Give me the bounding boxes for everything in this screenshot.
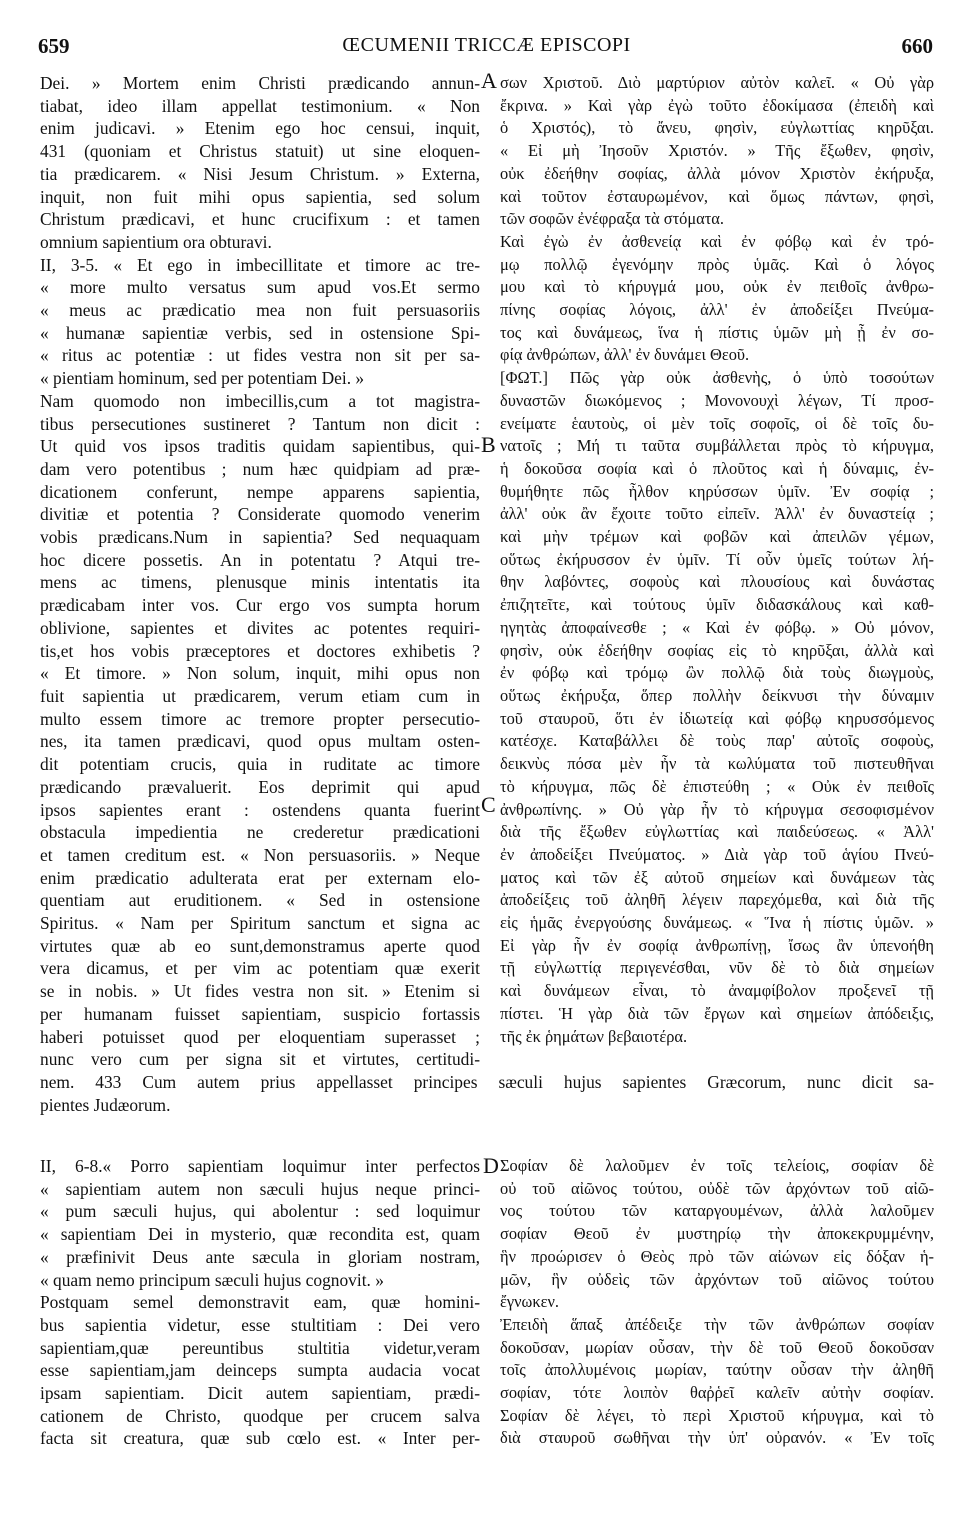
page-number-left: 659 — [38, 34, 70, 58]
text-line: φησὶν, οὐκ ἐδεήθην σοφίας εἰς τὸ κηρῦξαι, ἀλλὰ καὶ — [500, 640, 934, 660]
greek-column-top — [500, 72, 934, 1048]
text-line: μου καὶ τὸ κήρυγμά μου, οὐκ ἐν πειθοῖς ἀνθρω- — [500, 277, 934, 297]
text-line: virtutes quæ ab eo sunt,demonstramus aperte quod — [40, 935, 480, 956]
text-line: Σοφίαν δὲ λέγει, τὸ περὶ Χριστοῦ κήρυγμα, καὶ τὸ — [500, 1405, 934, 1425]
text-line: tibus persecutiones sustineret ? Tantum non dicit : — [40, 413, 480, 434]
text-line: per humanam fuisset sapientiam, suspicio fortassis — [40, 1003, 480, 1024]
text-line: « sapientiam Dei in mysterio, quæ recondita est, quam — [40, 1224, 480, 1245]
text-line: σοφίαν, τότε λοιπὸν θαῤῥεῖ καλεῖν αὐτὴν σοφίαν. — [500, 1383, 934, 1403]
text-line: II, 3-5. « Et ego in imbecillitate et timore ac tre- — [40, 254, 480, 275]
text-line: « humanæ sapientiæ verbis, sed in ostensione Spi- — [40, 322, 480, 343]
text-line: Postquam semel demonstravit eam, quæ homini- — [40, 1292, 480, 1313]
text-line: κατέσχε. Καταβάλλει δὲ τοὺς παρ' αὐτοῖς σοφοὺς, — [500, 731, 934, 751]
text-line: vera dicamus, et per vim ac potentiam quæ exerit — [40, 958, 480, 979]
text-line: Εἰ γὰρ ἦν ἐν σοφίᾳ ἀνθρωπίνῃ, ἴσως ἂν ὑπενοήθη — [500, 935, 934, 955]
page-header — [0, 34, 973, 64]
text-line: διὰ σταυροῦ σωθῆναι τὴν ὑπ' οὐρανόν. « Ἐν τοῖς — [500, 1428, 934, 1448]
text-line: ὁ Χριστός), τὸ ἄνευ, φησὶν, εὐγλωττίας κηρῦξαι. — [500, 118, 934, 138]
text-line: dam vero potentibus ; num hæc quidpiam ad præ- — [40, 458, 480, 479]
text-line: multo essem timore ac tremore propter persecutio- — [40, 708, 480, 729]
text-line: δυναστῶν διωκόμενος ; Μονονουχὶ λέγων, Τί προσ- — [500, 390, 934, 410]
text-line: ἔκρινα. » Καὶ γὰρ ἐγὼ τοῦτο ἐδοκίμασα (ἐπειδὴ καὶ — [500, 95, 934, 115]
text-line: ενείματε ἑαυτοὺς, οἱ μὲν τοῖς σοφοῖς, οἱ δὲ τοῖς δυ- — [500, 413, 934, 433]
text-line: καὶ τοῦτον ἐσταυρωμένον, καὶ ὅμως πάντων, φησὶ, — [500, 186, 934, 206]
text-line: ipsam sapientiam. Dicit autem sapientiam, prædi- — [40, 1383, 480, 1404]
text-line: « præfinivit Deus ante sæcula in gloriam nostram, — [40, 1246, 480, 1267]
text-line: et tamen creditum est. « Non persuasoriis. » Neque — [40, 844, 480, 865]
latin-column-bottom — [40, 1155, 480, 1450]
text-line: enim prædicatio adulterata erat per externam elo- — [40, 867, 480, 888]
text-line: ἐν φόβῳ καὶ τρόμῳ ὢν πολλῷ διὰ τοὺς διωγμοὺς, — [500, 663, 934, 683]
text-line: tis,et hos vobis præceptores et doctores exhibetis ? — [40, 640, 480, 661]
text-line: διὰ τῆς ἔξωθεν εὐγλωττίας καὶ παιδεύσεως. « Ἀλλ' — [500, 822, 934, 842]
text-line: « ritus ac potentiæ : ut fides vestra non sit per sa- — [40, 345, 480, 366]
text-line: τοῦ σταυροῦ, ὅτι ἐν ἰδιωτείᾳ καὶ φόβῳ κηρυσσόμενος — [500, 708, 934, 728]
text-line: « pum sæculi hujus, qui abolentur : sed loquimur — [40, 1201, 480, 1222]
text-line: « sapientiam autem non sæculi hujus neque princi- — [40, 1178, 480, 1199]
text-line: nes, ita tamen prædicavi, quod opus multam osten- — [40, 731, 480, 752]
text-line: se in nobis. » Ut fides vestra non sit. » Etenim si — [40, 981, 480, 1002]
page-number-right: 660 — [901, 34, 933, 58]
text-line: τῇ εὐγλωττίᾳ περιγενέσθαι, νῦν δὲ τὸ διὰ σημείων — [500, 958, 934, 978]
text-line: divitiæ et potentia ? Considerate quomodo venerim — [40, 504, 480, 525]
text-line: « more multo versatus sum apud vos.Et sermo — [40, 277, 480, 298]
margin-marker-a: A — [481, 68, 497, 93]
full-width-text — [40, 1071, 934, 1116]
text-line: ηγητὰς ἀποφαίνεσθε ; « Καὶ ἐν φόβῳ. » Οὐ μόνον, — [500, 617, 934, 637]
text-line: esse sapientiam,jam deinceps sumpta audacia vocat — [40, 1360, 480, 1381]
latin-column-top — [40, 72, 480, 1071]
text-line: ἀνθρωπίνης. » Οὐ γὰρ ἦν τὸ κήρυγμα σεσοφισμένον — [500, 799, 934, 819]
margin-marker-d: D — [483, 1153, 499, 1178]
greek-column-bottom — [500, 1155, 934, 1450]
text-line: εἰς ἡμᾶς ἐνεργούσης δυνάμεως. « Ἵνα ἡ πίστις ὑμῶν. » — [500, 913, 934, 933]
text-line: πίστει. Ἡ γὰρ διὰ τῶν ἔργων καὶ σημείων ἀπόδειξις, — [500, 1003, 934, 1023]
text-line: οὐκ ἐδεήθην σοφίας, ἀλλὰ μόνον Χριστὸν ἐκήρυξα, — [500, 163, 934, 183]
text-line: Spiritus. « Nam per Spiritum sanctum et signa ac — [40, 913, 480, 934]
text-line: prædicando prævaluerit. Eos deprimit qui apud — [40, 776, 480, 797]
text-line: καὶ μὴν τρέμων καὶ φοβῶν καὶ ἀπειλῶν γέμων, — [500, 527, 934, 547]
text-line: τος καὶ δυνάμεως, ἵνα ἡ πίστις ὑμῶν μὴ ᾖ ἐν σο- — [500, 322, 934, 342]
text-line: cationem de Christo, quodque per crucem salva — [40, 1405, 480, 1426]
text-line: omnium sapientium ora obturavi. — [40, 231, 272, 252]
text-line: καὶ δυνάμεων εἶναι, τὸ ἀναμφίβολον προξενεῖ τῇ — [500, 981, 934, 1001]
text-line: tia prædicarem. « Nisi Jesum Christum. » Externa, — [40, 163, 480, 184]
text-line: ἀλλ' οὐκ ἂν ἔχοιτε τοῦτο εἰπεῖν. Ἀλλ' ἐν δυναστείᾳ ; — [500, 504, 934, 524]
text-line: Dei. » Mortem enim Christi prædicando annun- — [40, 73, 480, 93]
text-line: δεικνὺς πόσα μὲν ἦν τὰ κωλύματα τοῦ πιστευθῆναι — [500, 754, 934, 774]
text-line: τοῖς ἀπολλυμένοις μωρίαν, ταύτην οὖσαν τὴν ἀληθῆ — [500, 1360, 934, 1380]
text-line: ἐπιζητεῖτε, καὶ τούτους ὑμῖν διδασκάλους καὶ καθ- — [500, 595, 934, 615]
text-line: οὕτως ἐκήρυξα, ὅπερ πολλὴν δείκνυσι τὴν δύναμιν — [500, 685, 934, 705]
text-line: prædicabam inter vos. Cur ergo vos sumpta horum — [40, 595, 480, 616]
text-line: 431 (quoniam et Christus statuit) ut sine eloquen- — [40, 141, 480, 162]
text-line: ἀποδείξεις τοῦ ἀληθῆ λέγειν παρεχόμεθα, καὶ διὰ τῆς — [500, 890, 934, 910]
text-line: « Et timore. » Non solum, inquit, mihi opus non — [40, 663, 480, 684]
text-line: Nam quomodo non imbecillis,cum a tot magistra- — [40, 390, 480, 411]
text-line: δοκοῦσαν, μωρίαν οὖσαν, τὴν δὲ τοῦ Θεοῦ δοκοῦσαν — [500, 1337, 934, 1357]
text-line: σων Χριστοῦ. Διὸ μαρτύριον αὐτὸν καλεῖ. « Οὐ γὰρ — [500, 73, 934, 92]
text-line: II, 6-8.« Porro sapientiam loquimur inter perfectos — [40, 1156, 480, 1176]
text-line: « quam nemo principum sæculi hujus cognovit. » — [40, 1269, 384, 1290]
text-line: νος τούτου τῶν καταργουμένων, ἀλλὰ λαλοῦμεν — [500, 1201, 934, 1221]
running-title: ŒCUMENII TRICCÆ EPISCOPI — [342, 34, 631, 56]
text-line: θυμήθητε πῶς ἦλθον κηρύσσων ὑμῖν. Ἐν σοφίᾳ ; — [500, 481, 934, 501]
full-width-line: nem. 433 Cum autem prius appellasset principes sæculi hujus sapientes Græcorum, nunc dicit sa- — [40, 1072, 934, 1092]
text-line: ἡ δοκοῦσα σοφία καὶ ὁ πλοῦτος καὶ ἡ δύναμις, ἐν- — [500, 458, 934, 478]
text-line: Christum prædicavi, et hunc crucifixum : et tamen — [40, 209, 480, 230]
text-line: hoc dicere possetis. An in potentatu ? Atqui tre- — [40, 549, 480, 570]
text-line: νατοῖς ; Μή τι ταῦτα συμβάλλεται πρὸς τὸ κήρυγμα, — [500, 436, 934, 456]
text-line: Ἐπειδὴ ἅπαξ ἀπέδειξε τὴν τῶν ἀνθρώπων σοφίαν — [500, 1314, 934, 1334]
text-line: obstacula impedientia ne crederetur prædicationi — [40, 822, 480, 843]
full-width-line-end: pientes Judæorum. — [40, 1094, 171, 1115]
text-line: nunc vero cum per signa sit et virtutes, certitudi- — [40, 1049, 480, 1070]
text-line: μῶν, ἣν οὐδεὶς τῶν ἀρχόντων τοῦ αἰῶνος τούτου — [500, 1269, 934, 1289]
text-line: τῆς ἐκ ῥημάτων βεβαιοτέρα. — [500, 1026, 688, 1046]
text-line: enim judicavi. » Etenim ego hoc censui, inquit, — [40, 118, 480, 139]
text-line: vobis prædicans.Num in sapientia? Sed nequaquam — [40, 527, 480, 548]
text-line: « meus ac prædicatio mea non fuit persuasoriis — [40, 300, 480, 321]
margin-marker-b: B — [481, 432, 496, 457]
text-line: [ΦΩΤ.] Πῶς γὰρ οὐκ ἀσθενὴς, ὁ ὑπὸ τοσούτων — [500, 368, 934, 388]
text-line: sapientiam,quæ pereuntibus stultitia videtur,veram — [40, 1337, 480, 1358]
text-line: ἣν προώρισεν ὁ Θεὸς πρὸ τῶν αἰώνων εἰς δόξαν ἡ- — [500, 1246, 934, 1266]
text-line: « pientiam hominum, sed per potentiam Dei. » — [40, 368, 365, 389]
text-line: oblivione, sapientes et divites ac potentes requiri- — [40, 617, 480, 638]
text-line: tiabat, ideo illam appellat testimonium. « Non — [40, 95, 480, 116]
text-line: Σοφίαν δὲ λαλοῦμεν ἐν τοῖς τελείοις, σοφίαν δὲ — [500, 1156, 934, 1175]
text-line: facta sit creatura, quæ sub cœlo est. « Inter per- — [40, 1428, 480, 1449]
margin-marker-c: C — [481, 792, 496, 817]
text-line: πίνης σοφίας λόγοις, ἀλλ' ἐν ἀποδείξει Πνεύμα- — [500, 300, 934, 320]
text-line: οὐ τοῦ αἰῶνος τούτου, οὐδὲ τῶν ἀρχόντων τοῦ αἰῶ- — [500, 1178, 934, 1198]
text-line: fuit sapientia ut prædicarem, verum etiam cum in — [40, 685, 480, 706]
text-line: « Εἰ μὴ Ἰησοῦν Χριστόν. » Τῆς ἔξωθεν, φησὶν, — [500, 141, 934, 161]
text-line: οὕτως ἐκήρυσσον ἐν ὑμῖν. Τί οὖν ὑμεῖς τούτων λή- — [500, 549, 934, 569]
text-line: ipsos sapientes erant : ostendens quanta fuerint — [40, 799, 480, 820]
text-line: inquit, non fuit mihi opus sapientia, sed solum — [40, 186, 480, 207]
text-line: τὸ κήρυγμα, πῶς δὲ ἐπιστεύθη ; « Οὐκ ἐν πειθοῖς — [500, 776, 934, 796]
text-line: quentiam aut eruditionem. « Sed in ostensione — [40, 890, 480, 911]
text-line: Καὶ ἐγὼ ἐν ἀσθενείᾳ καὶ ἐν φόβῳ καὶ ἐν τρό- — [500, 231, 934, 251]
text-line: dit potentiam crucis, quia in ruditate ac timore — [40, 754, 480, 775]
text-line: μῳ πολλῷ ἐγενόμην πρὸς ὑμᾶς. Καὶ ὁ λόγος — [500, 254, 934, 274]
text-line: bus sapientia videtur, esse stultitiam : Dei vero — [40, 1314, 480, 1335]
text-line: haberi potuisset quod per eloquentiam superasset ; — [40, 1026, 480, 1047]
text-line: mens ac timens, plenusque minis intentatis ita — [40, 572, 480, 593]
text-line: σοφίαν Θεοῦ ἐν μυστηρίῳ τὴν ἀποκεκρυμμένην, — [500, 1224, 934, 1244]
text-line: Ut quid vos ipsos traditis quidam sapientibus, qui- — [40, 436, 480, 457]
text-line: ἔγνωκεν. — [500, 1292, 559, 1312]
text-line: θην λαβόντες, σοφοὺς καὶ πλουσίους καὶ δυνάστας — [500, 572, 934, 592]
text-line: ματος καὶ τῶν ἐξ αὐτοῦ σημείων καὶ δυνάμεων τὰς — [500, 867, 934, 887]
text-line: φίᾳ ἀνθρώπων, ἀλλ' ἐν δυνάμει Θεοῦ. — [500, 345, 750, 365]
text-line: dicationem conferunt, nempe apparens sapientia, — [40, 481, 480, 502]
text-line: τῶν σοφῶν ἐνέφραξα τὰ στόματα. — [500, 209, 724, 229]
text-line: ἐν ἀποδείξει Πνεύματος. » Διὰ γὰρ τοῦ ἁγίου Πνεύ- — [500, 844, 934, 864]
